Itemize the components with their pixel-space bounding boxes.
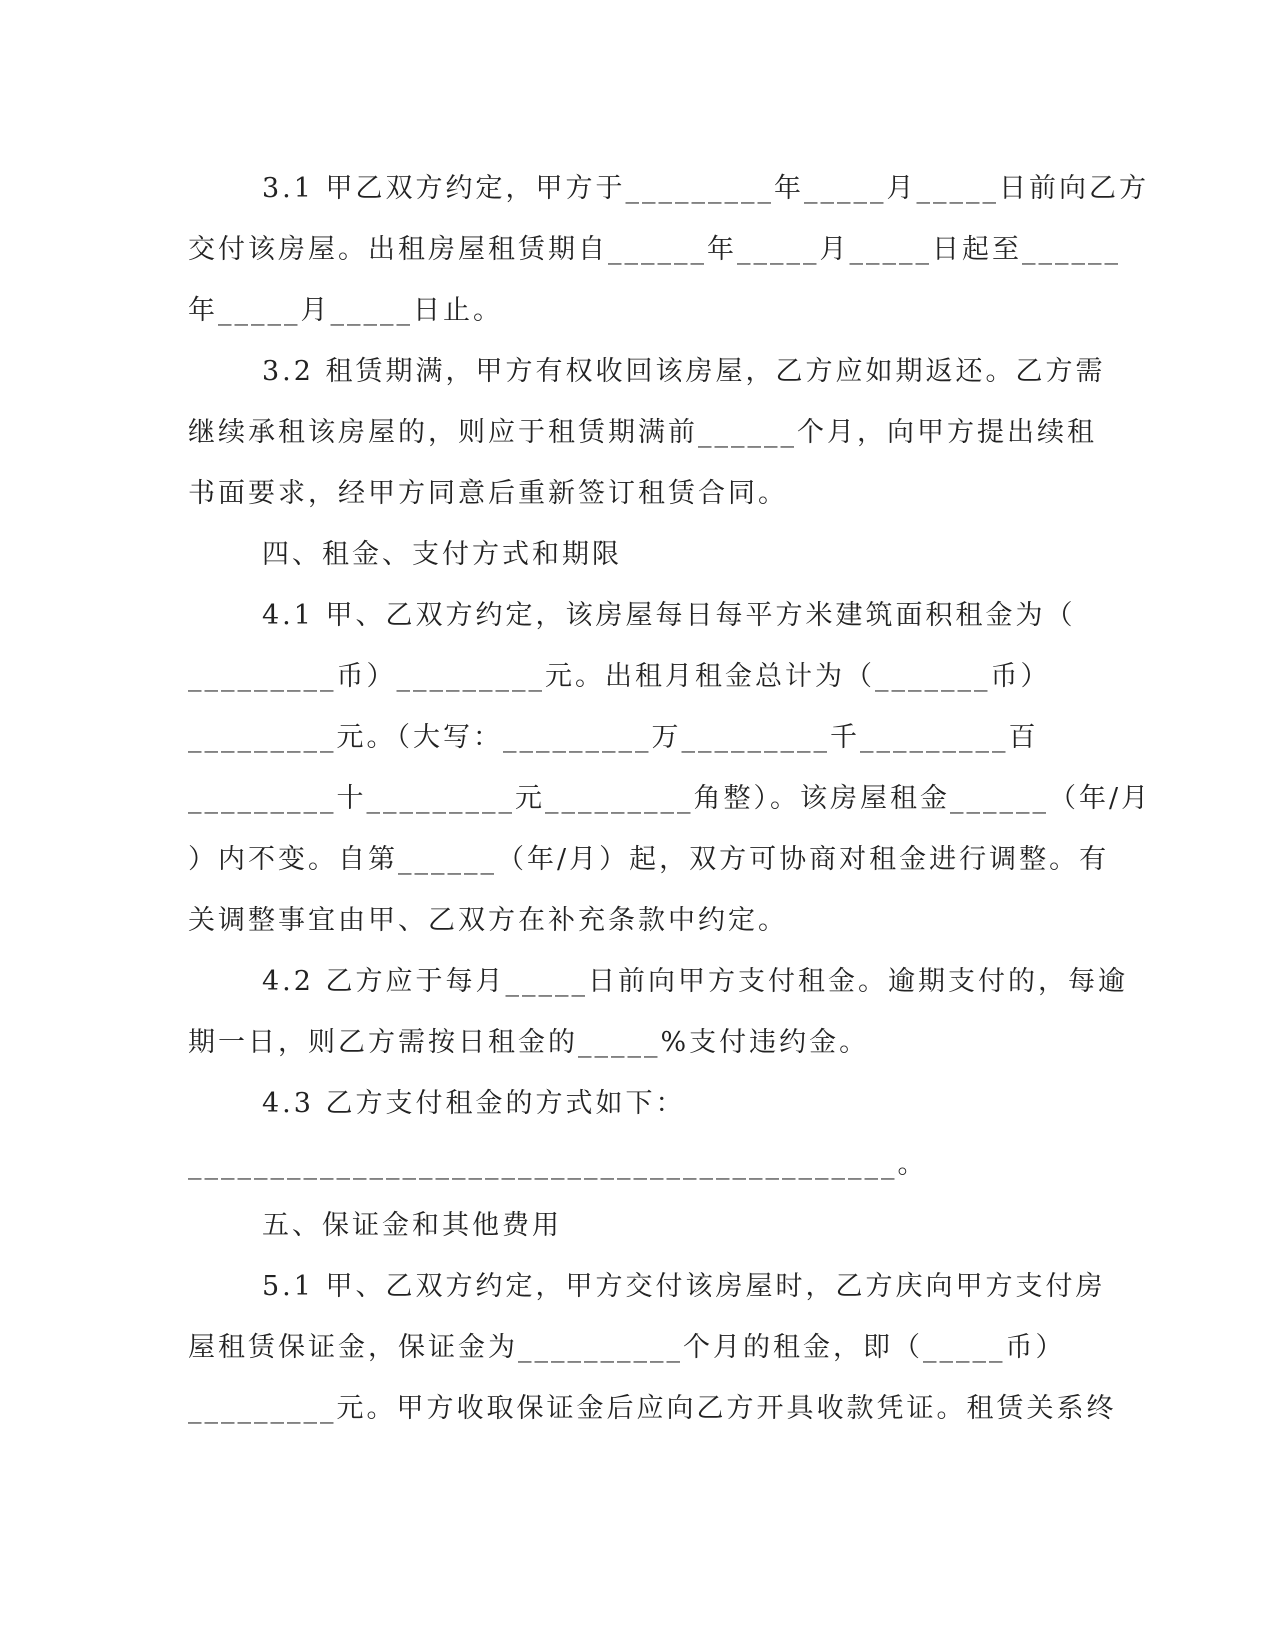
clause-5-1-line-2: 屋租赁保证金，保证金为__________个月的租金，即（_____币） [188, 1332, 1066, 1363]
section-4-heading: 四、租金、支付方式和期限 [262, 539, 622, 570]
clause-4-1-line-3: _________元。（大写：_________万_________千_________百 [188, 722, 1039, 753]
clause-3-1-line-2: 交付该房屋。出租房屋租赁期自______年_____月_____日起至______ [188, 234, 1121, 265]
clause-3-2-line-1: 3.2 租赁期满，甲方有权收回该房屋，乙方应如期返还。乙方需 [262, 356, 1106, 387]
clause-4-2-line-1: 4.2 乙方应于每月_____日前向甲方支付租金。逾期支付的，每逾 [262, 966, 1129, 997]
section-5-heading: 五、保证金和其他费用 [262, 1210, 562, 1241]
clause-4-1-line-4: _________十_________元_________角整）。该房屋租金______（年/月 [188, 783, 1152, 814]
clause-4-2-line-2: 期一日，则乙方需按日租金的_____%支付违约金。 [188, 1027, 870, 1058]
clause-4-1-line-2: _________币）_________元。出租月租金总计为（_______币） [188, 661, 1051, 692]
clause-3-2-line-3: 书面要求，经甲方同意后重新签订租赁合同。 [188, 478, 788, 509]
clause-3-1-line-3: 年_____月_____日止。 [188, 295, 503, 326]
clause-5-1-line-1: 5.1 甲、乙双方约定，甲方交付该房屋时，乙方庆向甲方支付房 [262, 1271, 1106, 1302]
clause-3-2-line-2: 继续承租该房屋的，则应于租赁期满前______个月，向甲方提出续租 [188, 417, 1097, 448]
clause-4-3-line-1: 4.3 乙方支付租金的方式如下： [262, 1088, 686, 1119]
clause-3-1-line-1: 3.1 甲乙双方约定，甲方于_________年_____月_____日前向乙方 [262, 173, 1150, 204]
clause-4-1-line-5: ）内不变。自第______（年/月）起，双方可协商对租金进行调整。有 [188, 844, 1110, 875]
clause-4-1-line-1: 4.1 甲、乙双方约定，该房屋每日每平方米建筑面积租金为（ [262, 600, 1076, 631]
clause-4-3-blank-line: ___________________________________________。 [188, 1149, 928, 1180]
clause-4-1-line-6: 关调整事宜由甲、乙双方在补充条款中约定。 [188, 905, 788, 936]
clause-5-1-line-3: _________元。甲方收取保证金后应向乙方开具收款凭证。租赁关系终 [188, 1393, 1117, 1424]
